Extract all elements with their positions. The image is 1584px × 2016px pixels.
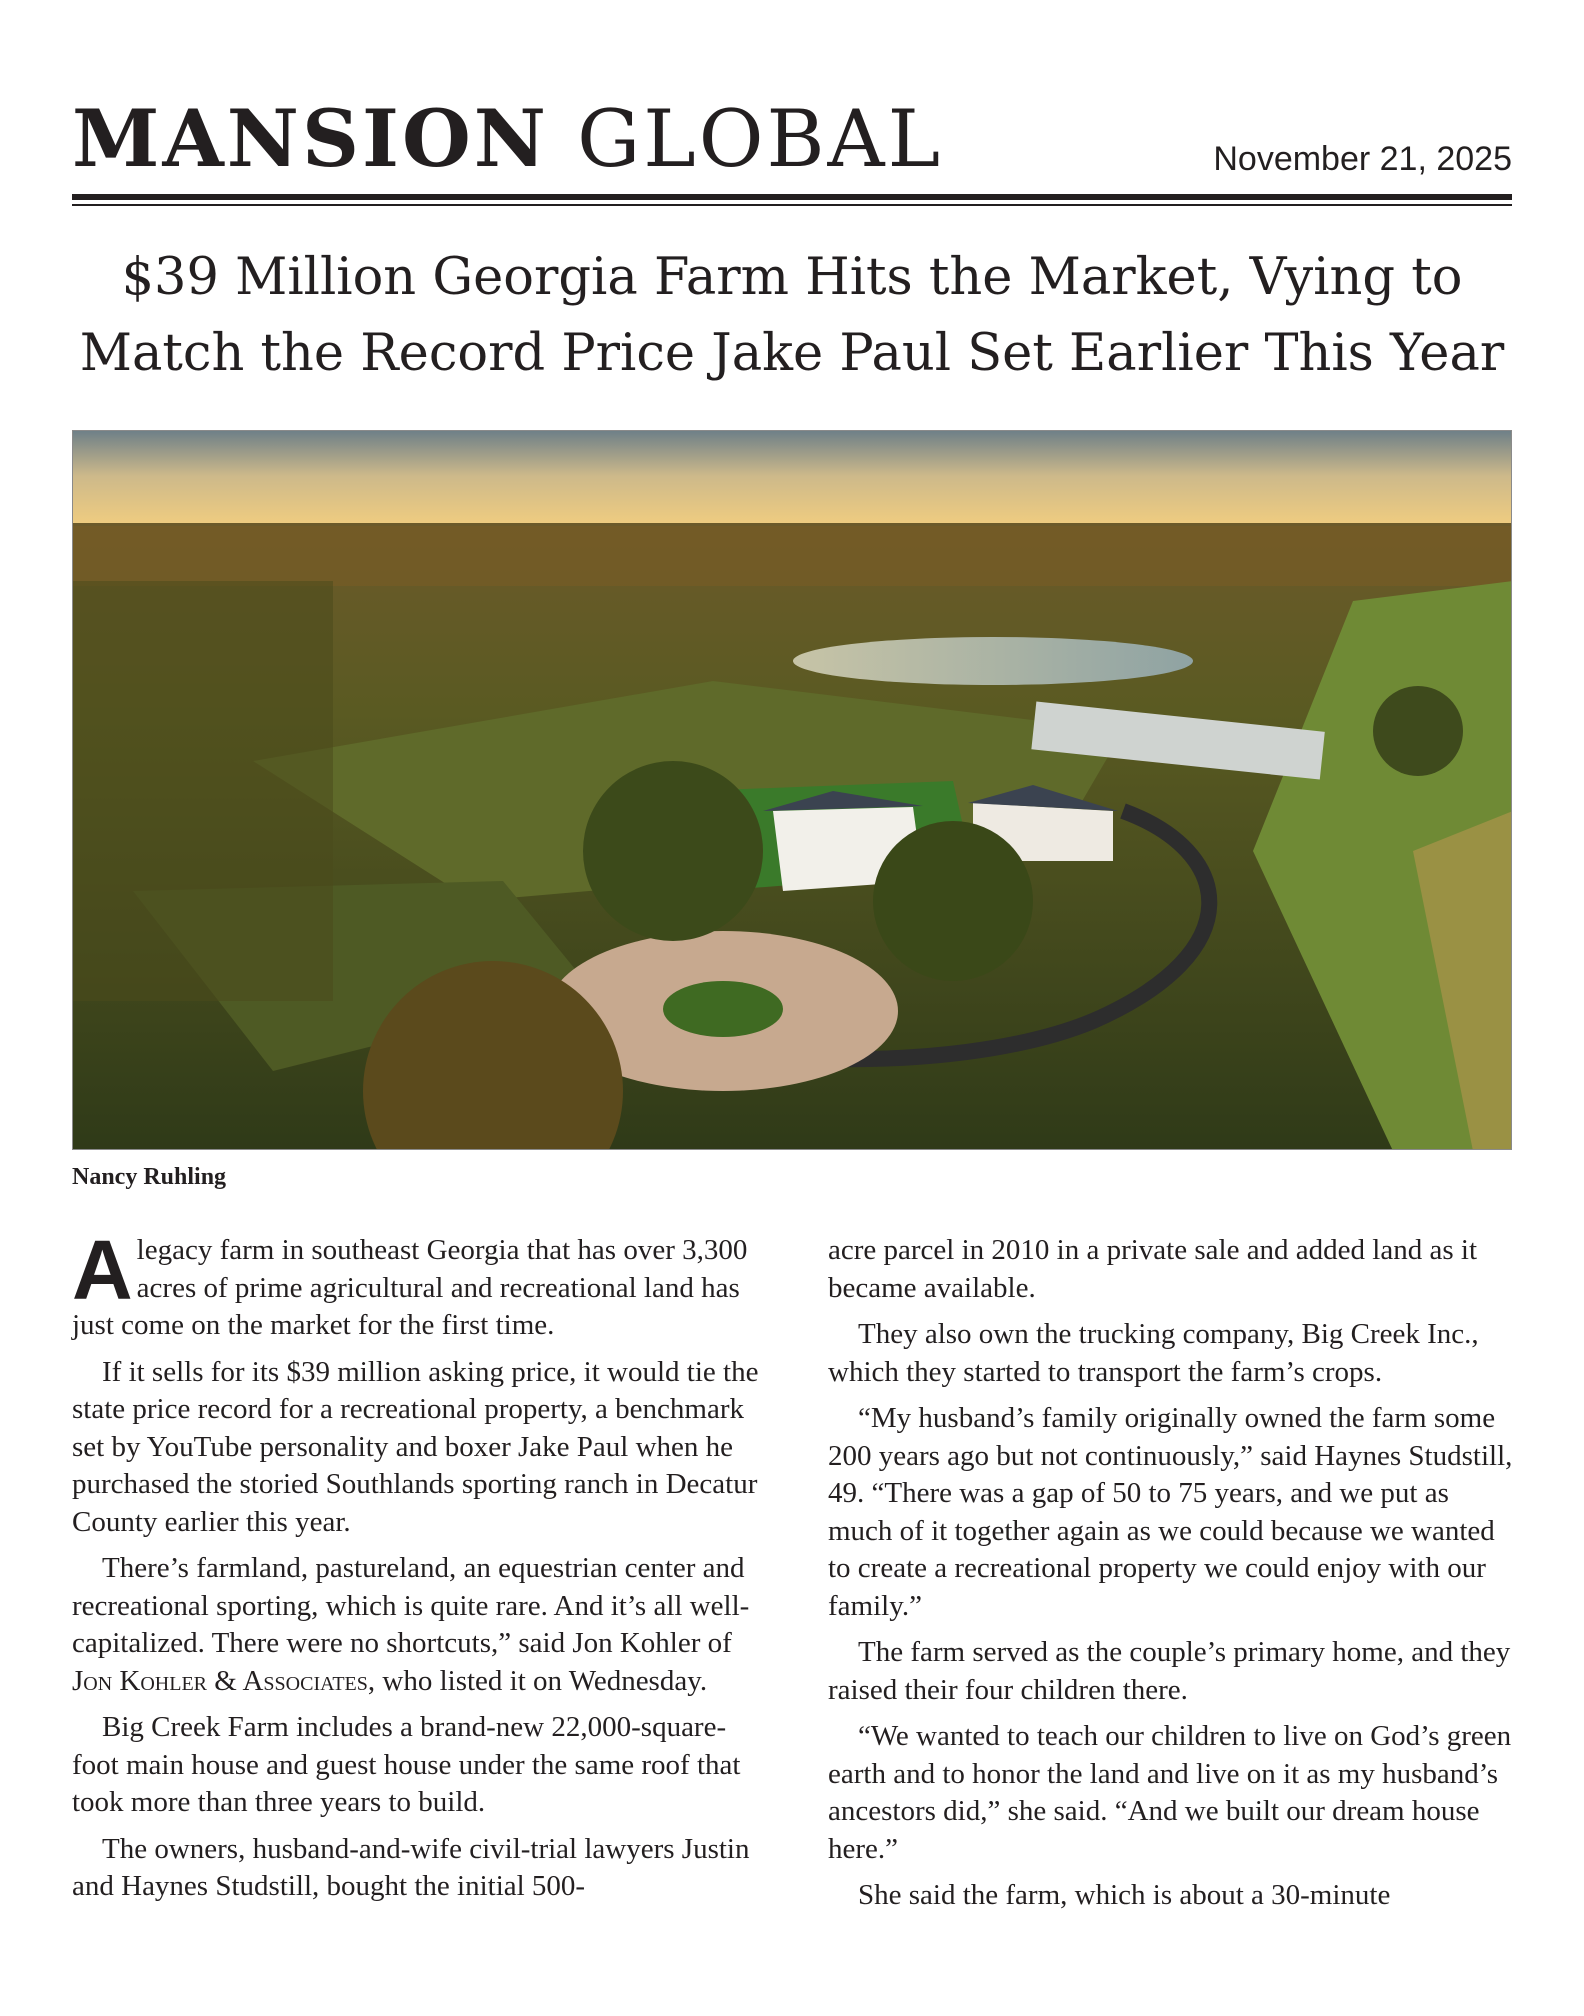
oak-tree-center: [873, 821, 1033, 981]
headline-line-1: $39 Million Georgia Farm Hits the Market, Vying to: [121, 248, 1463, 307]
paragraph: acre parcel in 2010 in a private sale and added land as it became available.: [828, 1234, 1478, 1304]
paragraph: The owners, husband-and-wife civil-trial lawyers Justin and Haynes Studstill, bought the initial 500-: [72, 1832, 750, 1902]
article-column-right: [828, 1232, 1518, 1924]
brand-light: GLOBAL: [577, 93, 944, 185]
headline: [60, 240, 1524, 392]
paragraph: [72, 1223, 766, 1345]
tree-right: [1373, 686, 1463, 776]
paragraph-text: , who listed it on Wednesday.: [367, 1664, 708, 1697]
paragraph: Big Creek Farm includes a brand-new 22,000-square-foot main house and guest house under the same roof that took more than three years to build.: [72, 1711, 741, 1818]
oak-tree-left: [583, 761, 763, 941]
forest-horizon: [73, 526, 1512, 586]
paragraph-text: There’s farmland, pastureland, an equestrian center and recreational sporting, which is quite rare. And it’s all well-capitalized. There were no shortcuts,” said Jon Kohler of: [72, 1552, 750, 1659]
paragraph: If it sells for its $39 million asking price, it would tie the state price record for a recreational property, a benchmark set by YouTube personality and boxer Jake Paul when he purchased the storied Southlands sporting ranch in Decatur County earlier this year.: [72, 1355, 759, 1538]
paragraph: [72, 1550, 766, 1700]
drop-cap: A: [72, 1223, 133, 1317]
brand-logo[interactable]: [72, 92, 943, 185]
article-column-left: [72, 1223, 766, 1915]
publication-date: November 21, 2025: [1213, 140, 1512, 178]
masthead: [72, 92, 1512, 185]
paragraph: “My husband’s family originally owned the farm some 200 years ago but not continuously,” said Haynes Studstill, 49. “There was a gap of 50 to 75 years, and we put as much of it together again as we could because we wanted to create a recreational property we could enjoy with our family.”: [828, 1402, 1513, 1622]
headline-line-2: Match the Record Price Jake Paul Set Earlier This Year: [79, 324, 1505, 383]
paragraph: “We wanted to teach our children to live on God’s green earth and to honor the land and live on it as my husband’s ancestors did,” she said. “And we built our dream house here.”: [828, 1720, 1512, 1865]
masthead-rule-thick: [72, 194, 1512, 200]
paragraph-text: legacy farm in southeast Georgia that has over 3,300 acres of prime agricultural and recreational land has just come on the market for the first time.: [72, 1234, 748, 1341]
paragraph: The farm served as the couple’s primary home, and they raised their four children there.: [828, 1636, 1511, 1706]
masthead-rule-thin: [72, 204, 1512, 206]
photo-illustration: [73, 431, 1512, 1150]
left-woods: [73, 581, 333, 1001]
photo-credit: Nancy Ruhling: [72, 1164, 227, 1190]
paragraph: She said the farm, which is about a 30-minute: [858, 1879, 1391, 1911]
firm-name: Jon Kohler & Associates: [72, 1664, 368, 1697]
roundabout-garden: [663, 981, 783, 1037]
sky: [73, 431, 1512, 531]
brand-bold: MANSION: [72, 92, 549, 185]
pond: [793, 637, 1193, 685]
paragraph: They also own the trucking company, Big Creek Inc., which they started to transport the farm’s crops.: [828, 1318, 1479, 1388]
aerial-farm-photo: [72, 430, 1512, 1150]
